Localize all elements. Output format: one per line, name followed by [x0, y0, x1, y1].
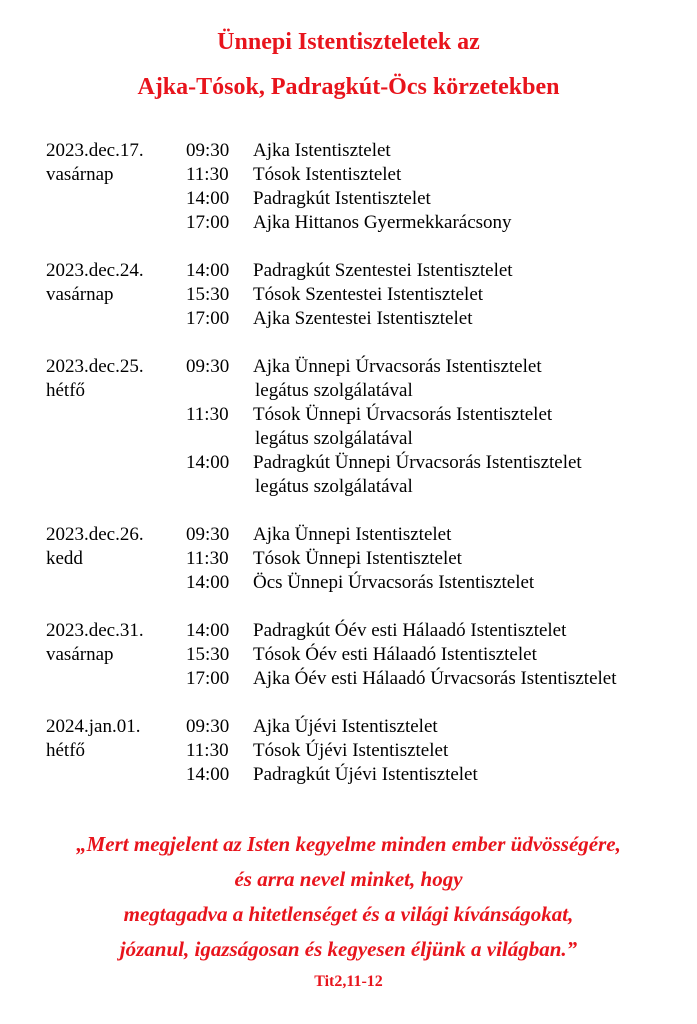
day-date-block [46, 715, 140, 763]
service-description: Öcs Ünnepi Úrvacsorás Istentisztelet [253, 572, 535, 593]
bible-quote [0, 827, 697, 967]
day-date-block [46, 139, 144, 187]
schedule-day [0, 355, 697, 499]
service-description: Ajka Óév esti Hálaadó Úrvacsorás Istentisztelet [253, 668, 617, 689]
service-time: 11:30 [186, 404, 229, 425]
service-description: Padragkút Szentestei Istentisztelet [253, 260, 513, 281]
service-time: 14:00 [186, 764, 230, 785]
service-entry [186, 259, 697, 283]
day-weekday: hétfő [46, 740, 86, 761]
service-entry [186, 307, 697, 331]
service-description-block [253, 355, 542, 403]
service-time: 17:00 [186, 308, 230, 329]
service-description: Ajka Hittanos Gyermekkarácsony [253, 212, 512, 233]
service-time: 11:30 [186, 740, 229, 761]
service-schedule [0, 139, 697, 811]
service-description-block [253, 643, 537, 667]
service-entry [186, 211, 697, 235]
service-entry [186, 547, 697, 571]
day-date: 2023.dec.26. [46, 524, 144, 545]
day-date-block [46, 523, 144, 571]
service-description: Padragkút Óév esti Hálaadó Istentisztelet [253, 620, 567, 641]
service-description: Tósok Istentisztelet [253, 164, 402, 185]
service-description-block [253, 547, 462, 571]
day-date-block [46, 355, 144, 403]
service-entry [186, 187, 697, 211]
schedule-day [0, 715, 697, 787]
service-description: Ajka Szentestei Istentisztelet [253, 308, 473, 329]
service-entry [186, 715, 697, 739]
service-list [186, 715, 697, 787]
service-entry [186, 643, 697, 667]
service-description: Ajka Ünnepi Istentisztelet [253, 524, 452, 545]
service-time: 17:00 [186, 212, 230, 233]
service-entry [186, 163, 697, 187]
service-time: 14:00 [186, 452, 230, 473]
quote-line: józanul, igazságosan és kegyesen éljünk a világban.” [119, 937, 578, 961]
service-time: 11:30 [186, 548, 229, 569]
service-entry [186, 523, 697, 547]
service-description: Tósok Ünnepi Istentisztelet [253, 548, 462, 569]
service-description: Tósok Óév esti Hálaadó Istentisztelet [253, 644, 537, 665]
service-list [186, 259, 697, 331]
service-time: 14:00 [186, 572, 230, 593]
service-list [186, 139, 697, 235]
service-entry [186, 619, 697, 643]
quote-line: és arra nevel minket, hogy [234, 867, 463, 891]
service-note: legátus szolgálatával [255, 380, 413, 401]
service-time: 17:00 [186, 668, 230, 689]
service-entry [186, 667, 697, 691]
service-note: legátus szolgálatával [255, 476, 413, 497]
page-subtitle: Ajka-Tósok, Padragkút-Öcs körzetekben [137, 74, 560, 100]
service-description: Ajka Újévi Istentisztelet [253, 716, 438, 737]
service-entry [186, 403, 697, 451]
service-time: 15:30 [186, 644, 230, 665]
service-entry [186, 283, 697, 307]
service-time: 11:30 [186, 164, 229, 185]
day-date: 2023.dec.17. [46, 140, 144, 161]
quote-line: „Mert megjelent az Isten kegyelme minden ember üdvösségére, [76, 832, 621, 856]
service-description-block [253, 739, 448, 763]
service-list [186, 619, 697, 691]
service-description-block [253, 451, 582, 499]
service-entry [186, 739, 697, 763]
service-list [186, 523, 697, 595]
schedule-day [0, 139, 697, 235]
service-list [186, 355, 697, 499]
service-description: Tósok Ünnepi Úrvacsorás Istentisztelet [253, 404, 553, 425]
service-entry [186, 451, 697, 499]
quote-line: megtagadva a hitetlenséget és a világi kívánságokat, [123, 902, 574, 926]
service-entry [186, 763, 697, 787]
day-weekday: hétfő [46, 380, 86, 401]
service-note: legátus szolgálatával [255, 428, 413, 449]
service-entry [186, 139, 697, 163]
day-weekday: kedd [46, 548, 83, 569]
service-time: 14:00 [186, 188, 230, 209]
service-description: Tósok Újévi Istentisztelet [253, 740, 449, 761]
service-description-block [253, 163, 401, 187]
service-time: 09:30 [186, 140, 230, 161]
service-description-block [253, 403, 552, 451]
schedule-day [0, 259, 697, 331]
day-date: 2024.jan.01. [46, 716, 141, 737]
quote-reference: Tit2,11-12 [314, 973, 383, 990]
service-description-block [253, 523, 451, 547]
day-date: 2023.dec.31. [46, 620, 144, 641]
service-time: 14:00 [186, 620, 230, 641]
service-description: Padragkút Ünnepi Úrvacsorás Istentisztelet [253, 452, 582, 473]
service-entry [186, 571, 697, 595]
service-description-block [253, 763, 478, 787]
service-description: Ajka Ünnepi Úrvacsorás Istentisztelet [253, 356, 542, 377]
service-time: 09:30 [186, 716, 230, 737]
service-time: 09:30 [186, 356, 230, 377]
service-entry [186, 355, 697, 403]
service-description-block [253, 571, 534, 595]
service-time: 09:30 [186, 524, 230, 545]
day-date-block [46, 259, 144, 307]
service-description-block [253, 715, 438, 739]
schedule-day [0, 619, 697, 691]
page-title: Ünnepi Istentiszteletek az [217, 29, 480, 55]
service-time: 14:00 [186, 260, 230, 281]
service-description: Tósok Szentestei Istentisztelet [253, 284, 484, 305]
service-description-block [253, 259, 513, 283]
day-date: 2023.dec.25. [46, 356, 144, 377]
day-weekday: vasárnap [46, 164, 114, 185]
day-date-block [46, 619, 144, 667]
service-description-block [253, 667, 617, 691]
service-time: 15:30 [186, 284, 230, 305]
day-date: 2023.dec.24. [46, 260, 144, 281]
schedule-day [0, 523, 697, 595]
service-description-block [253, 211, 512, 235]
day-weekday: vasárnap [46, 644, 114, 665]
service-description: Ajka Istentisztelet [253, 140, 391, 161]
service-description: Padragkút Újévi Istentisztelet [253, 764, 478, 785]
service-description-block [253, 619, 566, 643]
service-description-block [253, 307, 472, 331]
service-description-block [253, 187, 431, 211]
day-weekday: vasárnap [46, 284, 114, 305]
service-description-block [253, 283, 483, 307]
service-description: Padragkút Istentisztelet [253, 188, 431, 209]
service-description-block [253, 139, 391, 163]
